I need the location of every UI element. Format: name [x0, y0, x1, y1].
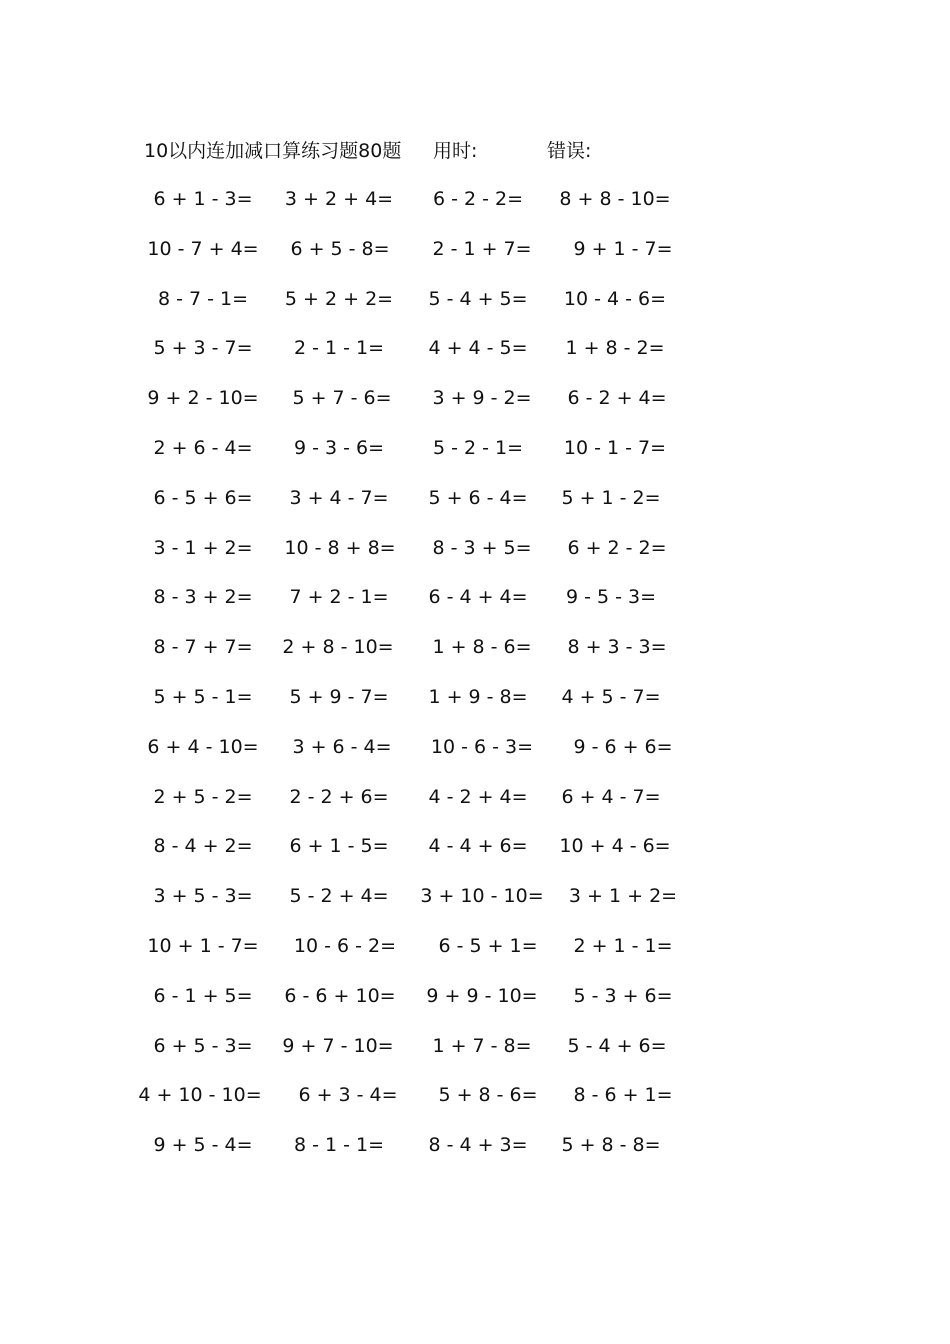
problem-item: 10 + 1 - 7=: [147, 934, 259, 957]
problem-item: 6 - 4 + 4=: [428, 586, 528, 609]
worksheet-title: 10以内连加减口算练习题80题: [144, 140, 402, 162]
problem-item: 8 - 7 - 1=: [157, 287, 249, 310]
problem-item: 6 - 6 + 10=: [284, 984, 396, 1007]
problem-item: 6 - 1 + 5=: [153, 984, 253, 1007]
problem-item: 1 + 7 - 8=: [432, 1034, 532, 1057]
problem-row: [0, 682, 950, 732]
problem-row: [0, 732, 950, 782]
problem-item: 7 + 2 - 1=: [289, 586, 389, 609]
problem-row: [0, 333, 950, 383]
problem-row: [0, 234, 950, 284]
problem-row: [0, 1080, 950, 1130]
problem-item: 4 - 4 + 6=: [428, 835, 528, 858]
problem-item: 2 + 8 - 10=: [282, 636, 394, 659]
problem-item: 9 + 9 - 10=: [426, 984, 538, 1007]
problem-item: 5 + 3 - 7=: [153, 337, 253, 360]
problem-row: [0, 184, 950, 234]
problem-item: 10 - 7 + 4=: [147, 237, 259, 260]
problem-item: 6 - 5 + 1=: [438, 934, 538, 957]
problem-item: 6 + 4 - 7=: [561, 785, 661, 808]
problem-row: [0, 981, 950, 1031]
problem-item: 8 - 4 + 3=: [428, 1134, 528, 1157]
problem-item: 9 + 1 - 7=: [573, 237, 673, 260]
problem-row: [0, 1031, 950, 1081]
problem-item: 9 + 5 - 4=: [153, 1134, 253, 1157]
problem-item: 6 + 2 - 2=: [567, 536, 667, 559]
problem-row: [0, 284, 950, 334]
problem-item: 10 - 8 + 8=: [284, 536, 396, 559]
problem-item: 2 - 1 - 1=: [293, 337, 385, 360]
problem-item: 6 + 3 - 4=: [298, 1084, 398, 1107]
problem-item: 5 + 9 - 7=: [289, 685, 389, 708]
problem-item: 1 + 8 - 2=: [565, 337, 665, 360]
problem-row: [0, 533, 950, 583]
problem-item: 3 - 1 + 2=: [153, 536, 253, 559]
problem-item: 5 + 2 + 2=: [284, 287, 394, 310]
problem-row: [0, 632, 950, 682]
problem-row: [0, 483, 950, 533]
problem-item: 8 + 8 - 10=: [559, 188, 671, 210]
worksheet-header: [0, 136, 950, 166]
problem-item: 2 - 2 + 6=: [289, 785, 389, 808]
problem-item: 6 - 2 - 2=: [432, 188, 524, 210]
problem-item: 6 + 1 - 5=: [289, 835, 389, 858]
problem-row: [0, 782, 950, 832]
problem-row: [0, 881, 950, 931]
problem-item: 3 + 9 - 2=: [432, 387, 532, 410]
time-label: 用时:: [433, 140, 478, 162]
problem-item: 5 + 8 - 6=: [438, 1084, 538, 1107]
problem-item: 10 - 1 - 7=: [563, 436, 667, 459]
problem-item: 5 - 3 + 6=: [573, 984, 673, 1007]
problem-item: 10 + 4 - 6=: [559, 835, 671, 858]
problem-item: 8 - 1 - 1=: [293, 1134, 385, 1157]
problem-item: 3 + 4 - 7=: [289, 486, 389, 509]
problem-item: 5 - 4 + 6=: [567, 1034, 667, 1057]
problem-item: 5 - 4 + 5=: [428, 287, 528, 310]
problem-item: 6 + 1 - 3=: [153, 188, 253, 210]
problem-item: 3 + 2 + 4=: [284, 188, 394, 210]
problem-row: [0, 433, 950, 483]
problem-item: 5 - 2 + 4=: [289, 885, 389, 908]
problem-item: 8 - 3 + 5=: [432, 536, 532, 559]
problem-item: 2 + 6 - 4=: [153, 436, 253, 459]
problem-item: 3 + 6 - 4=: [292, 735, 392, 758]
problem-item: 8 - 6 + 1=: [573, 1084, 673, 1107]
problem-item: 8 - 3 + 2=: [153, 586, 253, 609]
problem-row: [0, 582, 950, 632]
problem-item: 9 - 6 + 6=: [573, 735, 673, 758]
problem-item: 1 + 9 - 8=: [428, 685, 528, 708]
problem-item: 5 - 2 - 1=: [432, 436, 524, 459]
problem-item: 4 + 5 - 7=: [561, 685, 661, 708]
problem-row: [0, 831, 950, 881]
problem-item: 6 + 5 - 8=: [290, 237, 390, 260]
problem-item: 5 + 7 - 6=: [292, 387, 392, 410]
problem-item: 8 - 4 + 2=: [153, 835, 253, 858]
problem-item: 10 - 6 - 2=: [293, 934, 397, 957]
problem-item: 9 - 5 - 3=: [565, 586, 657, 609]
problem-item: 3 + 5 - 3=: [153, 885, 253, 908]
problem-item: 6 - 2 + 4=: [567, 387, 667, 410]
problem-row: [0, 931, 950, 981]
problem-item: 5 + 5 - 1=: [153, 685, 253, 708]
problem-item: 1 + 8 - 6=: [432, 636, 532, 659]
problem-item: 10 - 6 - 3=: [430, 735, 534, 758]
problem-item: 4 + 10 - 10=: [138, 1084, 262, 1107]
problem-grid: [0, 184, 950, 1180]
problem-item: 8 - 7 + 7=: [153, 636, 253, 659]
problem-item: 2 + 1 - 1=: [573, 934, 673, 957]
problem-item: 5 + 8 - 8=: [561, 1134, 661, 1157]
problem-item: 3 + 1 + 2=: [568, 885, 678, 908]
problem-item: 8 + 3 - 3=: [567, 636, 667, 659]
errors-label: 错误:: [547, 140, 592, 162]
problem-item: 9 + 7 - 10=: [282, 1034, 394, 1057]
problem-item: 10 - 4 - 6=: [563, 287, 667, 310]
problem-row: [0, 383, 950, 433]
problem-item: 6 + 4 - 10=: [147, 735, 259, 758]
problem-item: 2 - 1 + 7=: [432, 237, 532, 260]
problem-item: 9 + 2 - 10=: [147, 387, 259, 410]
problem-item: 2 + 5 - 2=: [153, 785, 253, 808]
problem-item: 4 - 2 + 4=: [428, 785, 528, 808]
problem-item: 3 + 10 - 10=: [420, 885, 544, 908]
problem-item: 5 + 6 - 4=: [428, 486, 528, 509]
problem-item: 9 - 3 - 6=: [293, 436, 385, 459]
problem-row: [0, 1130, 950, 1180]
problem-item: 6 + 5 - 3=: [153, 1034, 253, 1057]
problem-item: 5 + 1 - 2=: [561, 486, 661, 509]
problem-item: 6 - 5 + 6=: [153, 486, 253, 509]
problem-item: 4 + 4 - 5=: [428, 337, 528, 360]
